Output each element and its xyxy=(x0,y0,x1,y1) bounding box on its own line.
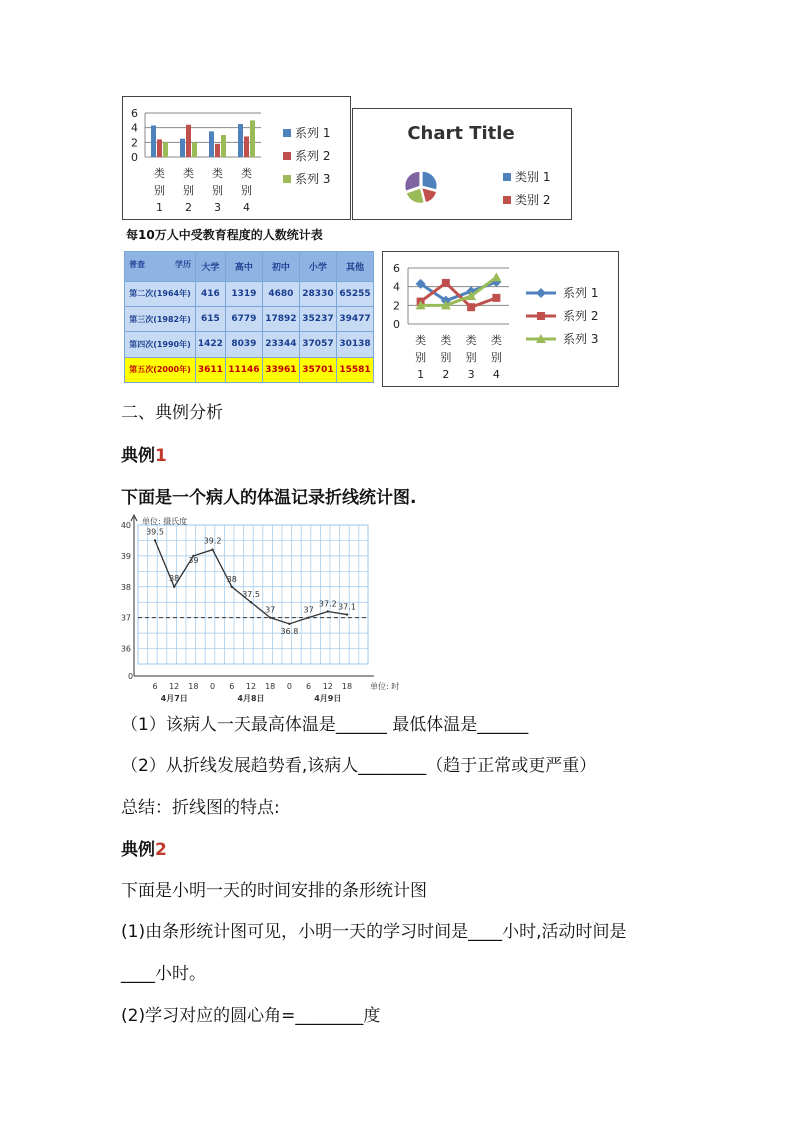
x-tick-label: 别 xyxy=(154,184,165,197)
bar xyxy=(250,120,255,157)
example-2-question-2: (2)学习对应的圆心角=________度 xyxy=(121,1006,381,1026)
table-header-cell: 大学 xyxy=(196,252,226,282)
y-tick-label: 4 xyxy=(131,121,138,135)
data-point xyxy=(307,616,309,618)
example-2-number: 2 xyxy=(155,840,167,860)
example-2-question-1b: ____小时。 xyxy=(121,964,206,984)
x-tick-label: 1 xyxy=(156,201,163,214)
table-corner-cell xyxy=(125,252,196,282)
bar xyxy=(151,125,156,157)
bar xyxy=(180,139,185,157)
x-tick-label: 3 xyxy=(214,201,221,214)
data-point xyxy=(269,616,271,618)
legend-swatch xyxy=(283,152,291,160)
data-label: 39.5 xyxy=(146,527,164,537)
x-tick-label: 18 xyxy=(341,682,353,691)
date-label: 4月8日 xyxy=(237,694,265,703)
legend-label: 系列 3 xyxy=(563,332,599,346)
line-chart-box xyxy=(382,251,619,387)
legend-label: 系列 2 xyxy=(563,309,599,323)
y-tick-label: 39 xyxy=(120,551,131,561)
x-tick-label: 类 xyxy=(241,167,252,180)
table-cell: 8039 xyxy=(225,332,262,357)
y-tick-label: 6 xyxy=(131,107,138,120)
table-row-label: 第五次(2000年) xyxy=(125,357,196,382)
legend-label: 系列 3 xyxy=(295,172,331,186)
data-label: 39 xyxy=(188,555,199,565)
x-tick-label: 类 xyxy=(154,167,165,180)
table-cell: 33961 xyxy=(262,357,299,382)
x-tick-label: 2 xyxy=(185,201,192,214)
bar xyxy=(192,142,197,157)
data-label: 38 xyxy=(169,573,180,583)
x-tick-label: 6 xyxy=(152,682,158,691)
data-label: 37.5 xyxy=(242,590,260,600)
pie-slice xyxy=(405,172,419,191)
table-cell: 416 xyxy=(196,281,226,306)
bar xyxy=(163,142,168,157)
x-tick-label: 0 xyxy=(286,682,292,691)
y-tick-label: 6 xyxy=(393,262,400,275)
table-header-cell: 高中 xyxy=(225,252,262,282)
table-cell: 4680 xyxy=(262,281,299,306)
legend-label: 系列 1 xyxy=(295,126,331,140)
example-2-prefix: 典例 xyxy=(121,840,155,860)
bar-chart xyxy=(123,97,350,219)
x-tick-label: 类 xyxy=(440,334,452,347)
origin-label: 0 xyxy=(128,672,134,681)
pie-slice xyxy=(407,189,424,203)
line-chart xyxy=(383,252,618,386)
example-1-intro: 下面是一个病人的体温记录折线统计图. xyxy=(121,488,417,508)
table-header-cell: 初中 xyxy=(262,252,299,282)
bar xyxy=(215,144,220,157)
summary-text: 总结：折线图的特点: xyxy=(121,798,280,818)
data-label: 36.8 xyxy=(280,626,299,636)
y-tick-label: 36 xyxy=(120,644,131,654)
data-point xyxy=(467,303,475,311)
x-tick-label: 别 xyxy=(241,184,252,197)
x-tick-label: 类 xyxy=(415,334,427,347)
table-cell: 1422 xyxy=(196,332,226,357)
example-2-heading xyxy=(121,835,167,860)
legend-label: 系列 2 xyxy=(295,149,331,163)
x-tick-label: 3 xyxy=(467,368,475,381)
question-2: （2）从折线发展趋势看,该病人________（趋于正常或更严重） xyxy=(121,756,597,776)
example-1-heading xyxy=(121,441,167,466)
bar-chart-box xyxy=(122,96,351,220)
data-point xyxy=(492,294,500,302)
data-point xyxy=(536,288,546,298)
table-cell: 65255 xyxy=(336,281,373,306)
table-row-label: 第二次(1964年) xyxy=(125,281,196,306)
data-label: 39.2 xyxy=(203,536,222,546)
pie-chart xyxy=(353,109,571,219)
example-1-prefix: 典例 xyxy=(121,446,155,466)
bar xyxy=(209,131,214,157)
x-tick-label: 别 xyxy=(440,351,452,364)
x-tick-label: 别 xyxy=(415,351,427,364)
table-cell: 35701 xyxy=(299,357,336,382)
pie-slice xyxy=(422,188,436,202)
y-tick-label: 37 xyxy=(120,613,131,623)
data-point xyxy=(231,586,233,588)
table-cell: 23344 xyxy=(262,332,299,357)
table-row-label: 第三次(1982年) xyxy=(125,306,196,331)
table-cell: 35237 xyxy=(299,306,336,331)
table-header-row xyxy=(125,252,374,282)
table-row xyxy=(125,306,374,331)
bar xyxy=(244,136,249,157)
data-point xyxy=(537,312,545,320)
section-heading: 二、典例分析 xyxy=(121,403,223,423)
x-tick-label: 6 xyxy=(306,682,312,691)
table-cell: 615 xyxy=(196,306,226,331)
x-axis-unit: 单位: 时 xyxy=(370,682,400,691)
legend-label: 类别 2 xyxy=(515,193,551,207)
y-tick-label: 0 xyxy=(393,318,400,331)
example-2-intro: 下面是小明一天的时间安排的条形统计图 xyxy=(121,881,427,901)
table-cell: 11146 xyxy=(225,357,262,382)
data-point xyxy=(346,613,348,615)
x-tick-label: 别 xyxy=(465,351,477,364)
data-point xyxy=(154,539,156,541)
x-tick-label: 6 xyxy=(229,682,235,691)
table-cell: 3611 xyxy=(196,357,226,382)
x-tick-label: 18 xyxy=(265,682,276,691)
bar xyxy=(221,135,226,157)
temperature-line xyxy=(155,540,347,623)
date-label: 4月9日 xyxy=(314,694,342,703)
example-1-number: 1 xyxy=(155,446,167,466)
table-cell: 6779 xyxy=(225,306,262,331)
table-cell: 15581 xyxy=(336,357,373,382)
legend-swatch xyxy=(503,173,511,181)
legend-swatch xyxy=(283,129,291,137)
table-row-label: 第四次(1990年) xyxy=(125,332,196,357)
bar xyxy=(157,139,162,157)
bar xyxy=(238,124,243,157)
x-tick-label: 类 xyxy=(490,334,502,347)
x-tick-label: 2 xyxy=(442,368,450,381)
x-tick-label: 18 xyxy=(188,682,199,691)
x-tick-label: 4 xyxy=(243,201,250,214)
table-corner-right: 学历 xyxy=(175,260,191,269)
temperature-chart xyxy=(118,512,418,703)
data-point xyxy=(288,623,290,625)
x-tick-label: 1 xyxy=(417,368,425,381)
x-tick-label: 别 xyxy=(490,351,502,364)
table-row xyxy=(125,281,374,306)
table-cell: 30138 xyxy=(336,332,373,357)
y-tick-label: 4 xyxy=(393,280,400,294)
data-point xyxy=(442,279,450,287)
data-label: 37 xyxy=(265,605,276,615)
table-cell: 1319 xyxy=(225,281,262,306)
table-header-cell: 其他 xyxy=(336,252,373,282)
x-tick-label: 0 xyxy=(210,682,216,691)
x-tick-label: 12 xyxy=(245,682,257,691)
x-tick-label: 12 xyxy=(169,682,180,691)
date-label: 4月7日 xyxy=(160,694,188,703)
data-label: 37 xyxy=(303,605,314,615)
table-title: 每10万人中受教育程度的人数统计表 xyxy=(126,228,323,242)
table-cell: 28330 xyxy=(299,281,336,306)
x-tick-label: 类 xyxy=(183,167,194,180)
y-tick-label: 40 xyxy=(120,521,131,530)
data-point xyxy=(211,549,213,551)
bar xyxy=(186,125,191,157)
table-corner-left: 普查 xyxy=(129,260,145,269)
x-tick-label: 别 xyxy=(183,184,194,197)
table-cell: 37057 xyxy=(299,332,336,357)
x-tick-label: 12 xyxy=(322,682,333,691)
data-point xyxy=(173,586,175,588)
x-tick-label: 4 xyxy=(492,368,500,381)
data-point xyxy=(327,610,329,612)
data-point xyxy=(491,272,501,281)
data-label: 37.2 xyxy=(318,599,337,609)
legend-swatch xyxy=(283,175,291,183)
y-tick-label: 38 xyxy=(120,582,131,592)
pie-chart-title: Chart Title xyxy=(407,123,515,144)
table-row xyxy=(125,332,374,357)
data-point xyxy=(250,601,252,603)
legend-label: 类别 1 xyxy=(515,170,551,184)
x-tick-label: 别 xyxy=(212,184,223,197)
table-row-highlighted xyxy=(125,357,374,382)
x-tick-label: 类 xyxy=(465,334,477,347)
table-cell: 17892 xyxy=(262,306,299,331)
data-label: 37.1 xyxy=(338,602,356,612)
pie-chart-box xyxy=(352,108,572,220)
data-label: 38 xyxy=(226,574,237,584)
y-tick-label: 2 xyxy=(131,136,138,150)
x-tick-label: 类 xyxy=(212,167,223,180)
pie-slice xyxy=(423,172,437,190)
legend-swatch xyxy=(503,196,511,204)
y-tick-label: 2 xyxy=(393,299,400,313)
example-2-question-1a: (1)由条形统计图可见，小明一天的学习时间是____小时,活动时间是 xyxy=(121,922,627,942)
table-cell: 39477 xyxy=(336,306,373,331)
y-axis-unit: 单位: 摄氏度 xyxy=(142,517,188,526)
table-header-cell: 小学 xyxy=(299,252,336,282)
education-table xyxy=(124,251,374,383)
question-1: （1）该病人一天最高体温是______ 最低体温是______ xyxy=(121,715,529,735)
y-tick-label: 0 xyxy=(131,151,138,164)
legend-label: 系列 1 xyxy=(563,286,599,300)
